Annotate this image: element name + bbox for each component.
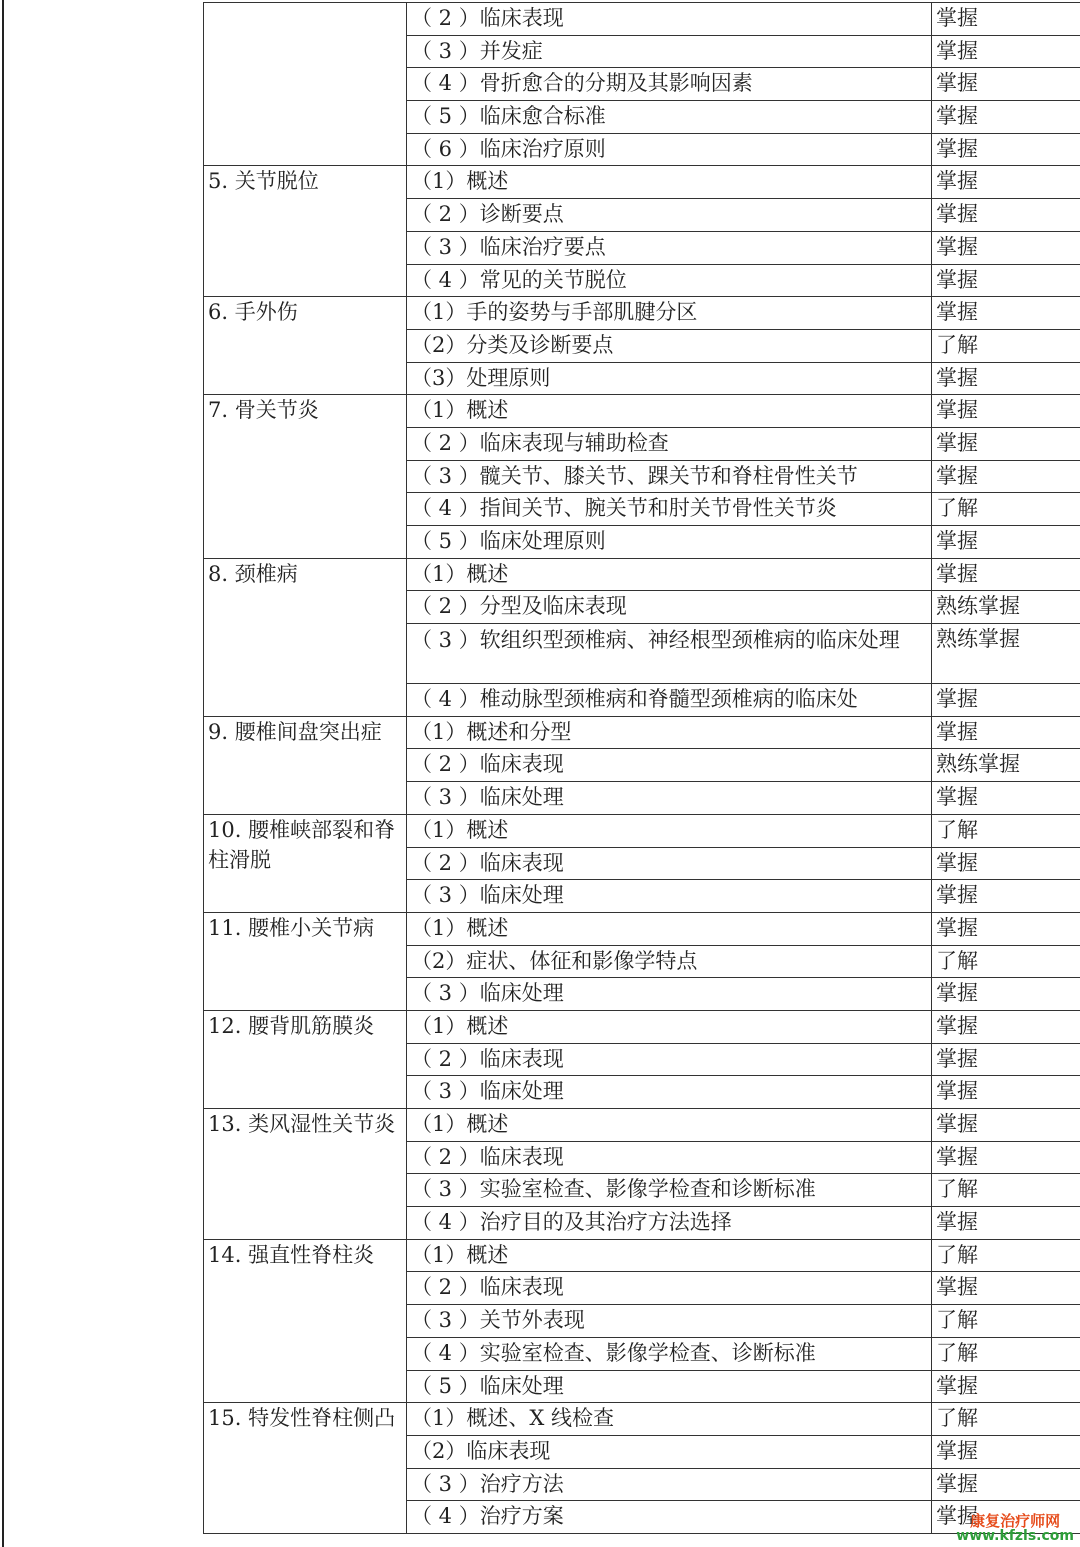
level-cell: 了解 bbox=[932, 1239, 1080, 1272]
table-row bbox=[204, 814, 1080, 847]
level-cell: 掌握 bbox=[932, 297, 1080, 330]
level-cell: 了解 bbox=[932, 1337, 1080, 1370]
item-cell: （ 3 ）临床处理 bbox=[407, 880, 932, 913]
item-cell: （ 4 ）治疗目的及其治疗方法选择 bbox=[407, 1207, 932, 1240]
table-row bbox=[204, 912, 1080, 945]
level-cell: 掌握 bbox=[932, 264, 1080, 297]
level-cell: 掌握 bbox=[932, 231, 1080, 264]
item-cell: （ 5 ）临床处理原则 bbox=[407, 526, 932, 559]
level-cell: 掌握 bbox=[932, 978, 1080, 1011]
item-cell: （ 2 ）分型及临床表现 bbox=[407, 591, 932, 624]
level-cell: 掌握 bbox=[932, 1076, 1080, 1109]
item-cell: （ 3 ）临床处理 bbox=[407, 782, 932, 815]
watermark-site-name: 康复治疗师网 bbox=[970, 1512, 1061, 1530]
level-cell: 掌握 bbox=[932, 558, 1080, 591]
level-cell: 掌握 bbox=[932, 3, 1080, 36]
level-cell: 掌握 bbox=[932, 912, 1080, 945]
item-cell: （ 3 ）髋关节、膝关节、踝关节和脊柱骨性关节 bbox=[407, 460, 932, 493]
level-cell: 掌握 bbox=[932, 68, 1080, 101]
level-cell: 熟练掌握 bbox=[932, 624, 1080, 684]
item-cell: （ 4 ）常见的关节脱位 bbox=[407, 264, 932, 297]
item-cell: （1）概述 bbox=[407, 395, 932, 428]
level-cell: 掌握 bbox=[932, 1435, 1080, 1468]
topic-cell: 14. 强直性脊柱炎 bbox=[204, 1239, 407, 1402]
topic-cell: 12. 腰背肌筋膜炎 bbox=[204, 1010, 407, 1108]
item-cell: （ 6 ）临床治疗原则 bbox=[407, 133, 932, 166]
item-cell: （1）手的姿势与手部肌腱分区 bbox=[407, 297, 932, 330]
item-cell: （1）概述 bbox=[407, 558, 932, 591]
table-row bbox=[204, 297, 1080, 330]
table-row bbox=[204, 1403, 1080, 1436]
level-cell: 掌握 bbox=[932, 684, 1080, 717]
item-cell: （2）临床表现 bbox=[407, 1435, 932, 1468]
item-cell: （ 2 ）临床表现与辅助检查 bbox=[407, 427, 932, 460]
level-cell: 掌握 bbox=[932, 1010, 1080, 1043]
item-cell: （ 2 ）临床表现 bbox=[407, 1141, 932, 1174]
topic-cell: 9. 腰椎间盘突出症 bbox=[204, 716, 407, 814]
level-cell: 了解 bbox=[932, 1174, 1080, 1207]
level-cell: 掌握 bbox=[932, 716, 1080, 749]
item-cell: （ 2 ）临床表现 bbox=[407, 847, 932, 880]
item-cell: （ 4 ）骨折愈合的分期及其影响因素 bbox=[407, 68, 932, 101]
level-cell: 了解 bbox=[932, 329, 1080, 362]
level-cell: 了解 bbox=[932, 945, 1080, 978]
item-cell: （ 3 ）临床处理 bbox=[407, 978, 932, 1011]
level-cell: 掌握 bbox=[932, 1043, 1080, 1076]
level-cell: 掌握 bbox=[932, 1109, 1080, 1142]
topic-cell: 6. 手外伤 bbox=[204, 297, 407, 395]
table-row bbox=[204, 166, 1080, 199]
item-cell: （ 2 ）临床表现 bbox=[407, 749, 932, 782]
table-row bbox=[204, 1239, 1080, 1272]
item-cell: （ 2 ）诊断要点 bbox=[407, 199, 932, 232]
level-cell: 掌握 bbox=[932, 880, 1080, 913]
level-cell: 了解 bbox=[932, 814, 1080, 847]
topic-cell: 10. 腰椎峡部裂和脊柱滑脱 bbox=[204, 814, 407, 912]
level-cell: 掌握 bbox=[932, 1370, 1080, 1403]
item-cell: （3）处理原则 bbox=[407, 362, 932, 395]
level-cell: 掌握 bbox=[932, 1468, 1080, 1501]
syllabus-table-body bbox=[204, 3, 1080, 1534]
level-cell: 掌握 bbox=[932, 1501, 1080, 1534]
level-cell: 掌握 bbox=[932, 526, 1080, 559]
level-cell: 了解 bbox=[932, 493, 1080, 526]
table-row bbox=[204, 716, 1080, 749]
item-cell: （ 4 ）椎动脉型颈椎病和脊髓型颈椎病的临床处 bbox=[407, 684, 932, 717]
level-cell: 掌握 bbox=[932, 133, 1080, 166]
level-cell: 掌握 bbox=[932, 101, 1080, 134]
item-cell: （ 3 ）软组织型颈椎病、神经根型颈椎病的临床处理 bbox=[407, 624, 932, 684]
item-cell: （ 3 ）实验室检查、影像学检查和诊断标准 bbox=[407, 1174, 932, 1207]
item-cell: （1）概述 bbox=[407, 166, 932, 199]
level-cell: 掌握 bbox=[932, 1272, 1080, 1305]
item-cell: （ 3 ）临床治疗要点 bbox=[407, 231, 932, 264]
topic-cell bbox=[204, 3, 407, 166]
topic-cell: 5. 关节脱位 bbox=[204, 166, 407, 297]
level-cell: 掌握 bbox=[932, 166, 1080, 199]
level-cell: 了解 bbox=[932, 1403, 1080, 1436]
item-cell: （ 2 ）临床表现 bbox=[407, 3, 932, 36]
table-row bbox=[204, 395, 1080, 428]
item-cell: （ 2 ）临床表现 bbox=[407, 1043, 932, 1076]
table-row bbox=[204, 1109, 1080, 1142]
level-cell: 掌握 bbox=[932, 460, 1080, 493]
topic-cell: 11. 腰椎小关节病 bbox=[204, 912, 407, 1010]
level-cell: 掌握 bbox=[932, 427, 1080, 460]
item-cell: （1）概述 bbox=[407, 1109, 932, 1142]
level-cell: 掌握 bbox=[932, 362, 1080, 395]
level-cell: 掌握 bbox=[932, 1207, 1080, 1240]
item-cell: （ 4 ）指间关节、腕关节和肘关节骨性关节炎 bbox=[407, 493, 932, 526]
level-cell: 掌握 bbox=[932, 395, 1080, 428]
level-cell: 掌握 bbox=[932, 199, 1080, 232]
item-cell: （1）概述 bbox=[407, 1239, 932, 1272]
item-cell: （ 3 ）关节外表现 bbox=[407, 1305, 932, 1338]
item-cell: （1）概述和分型 bbox=[407, 716, 932, 749]
item-cell: （ 4 ）实验室检查、影像学检查、诊断标准 bbox=[407, 1337, 932, 1370]
item-cell: （2）分类及诊断要点 bbox=[407, 329, 932, 362]
left-margin-rule bbox=[2, 0, 4, 1547]
level-cell: 掌握 bbox=[932, 782, 1080, 815]
item-cell: （ 3 ）治疗方法 bbox=[407, 1468, 932, 1501]
topic-cell: 13. 类风湿性关节炎 bbox=[204, 1109, 407, 1240]
item-cell: （ 5 ）临床处理 bbox=[407, 1370, 932, 1403]
table-row bbox=[204, 558, 1080, 591]
level-cell: 掌握 bbox=[932, 847, 1080, 880]
item-cell: （2）症状、体征和影像学特点 bbox=[407, 945, 932, 978]
syllabus-table bbox=[203, 2, 1080, 1534]
item-cell: （1）概述 bbox=[407, 1010, 932, 1043]
site-watermark bbox=[956, 1513, 1074, 1544]
watermark-url: www.kfzls.com bbox=[956, 1528, 1074, 1544]
level-cell: 掌握 bbox=[932, 1141, 1080, 1174]
item-cell: （1）概述 bbox=[407, 814, 932, 847]
item-cell: （ 4 ）治疗方案 bbox=[407, 1501, 932, 1534]
item-cell: （ 3 ）临床处理 bbox=[407, 1076, 932, 1109]
topic-cell: 8. 颈椎病 bbox=[204, 558, 407, 716]
item-cell: （ 3 ）并发症 bbox=[407, 35, 932, 68]
topic-cell: 15. 特发性脊柱侧凸 bbox=[204, 1403, 407, 1534]
table-row bbox=[204, 1010, 1080, 1043]
item-cell: （ 2 ）临床表现 bbox=[407, 1272, 932, 1305]
item-cell: （1）概述 bbox=[407, 912, 932, 945]
topic-cell: 7. 骨关节炎 bbox=[204, 395, 407, 558]
item-cell: （1）概述、X 线检查 bbox=[407, 1403, 932, 1436]
level-cell: 熟练掌握 bbox=[932, 591, 1080, 624]
level-cell: 熟练掌握 bbox=[932, 749, 1080, 782]
table-row bbox=[204, 3, 1080, 36]
level-cell: 了解 bbox=[932, 1305, 1080, 1338]
level-cell: 掌握 bbox=[932, 35, 1080, 68]
item-cell: （ 5 ）临床愈合标准 bbox=[407, 101, 932, 134]
